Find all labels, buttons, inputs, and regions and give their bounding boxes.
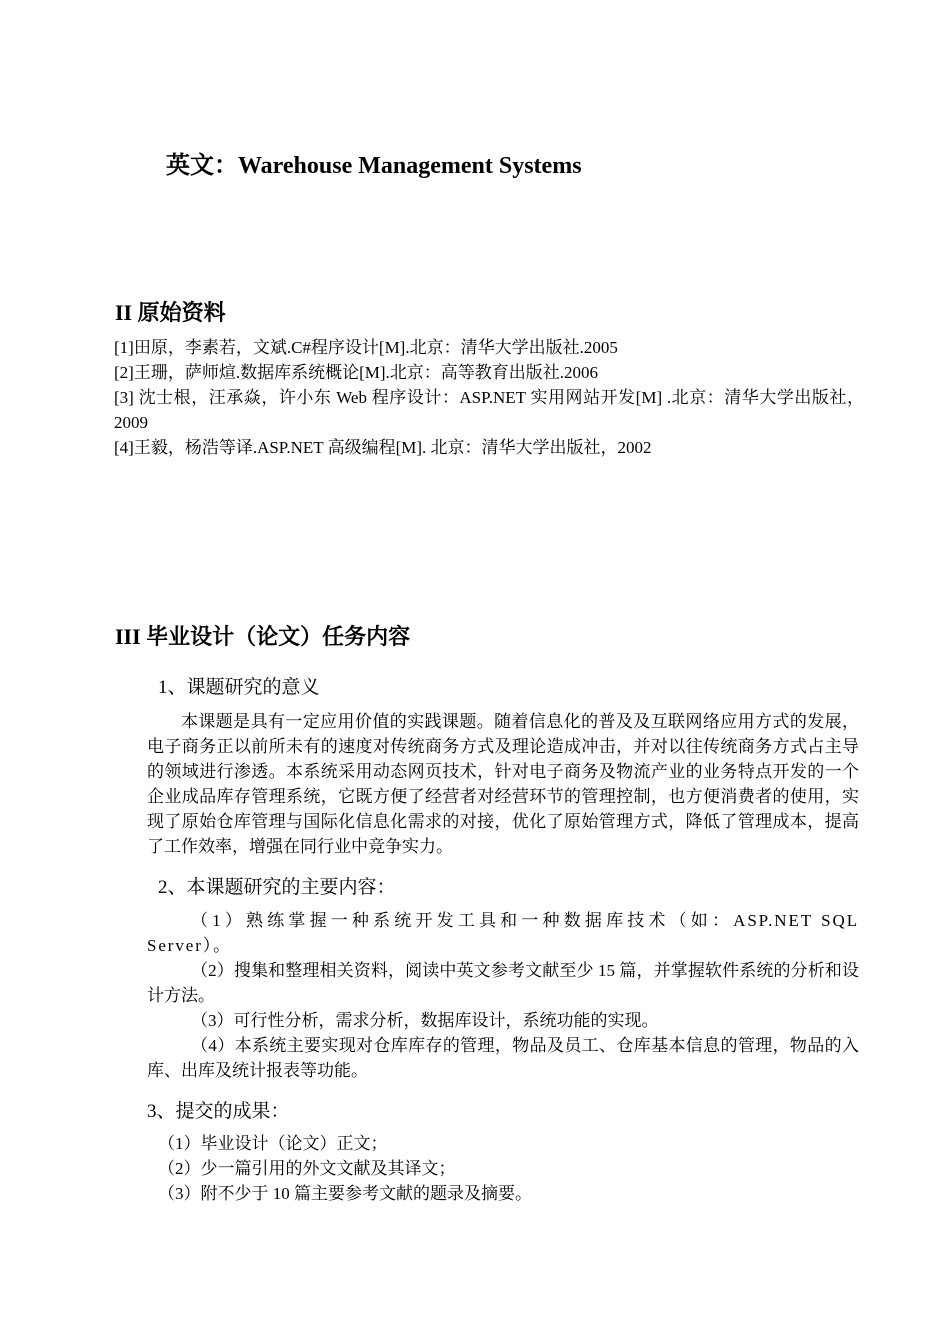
content-item: （1）熟练掌握一种系统开发工具和一种数据库技术（如：ASP.NET SQL Server）。 <box>147 911 859 955</box>
content-item: （2）搜集和整理相关资料，阅读中英文参考文献至少 15 篇，并掌握软件系统的分析和设计方法。 <box>147 961 859 1005</box>
section-heading-original-materials: II 原始资料 <box>115 300 226 325</box>
content-item: （4）本系统主要实现对仓库库存的管理，物品及员工、仓库基本信息的管理，物品的入库、出库及统计报表等功能。 <box>147 1036 859 1080</box>
content-item: （3）可行性分析，需求分析，数据库设计，系统功能的实现。 <box>191 1011 659 1030</box>
reference-item: [3] 沈士根，汪承焱，许小东 Web 程序设计：ASP.NET 实用网站开发[M] .北京：清华大学出版社，2009 <box>114 388 864 432</box>
subheading-significance: 1、课题研究的意义 <box>158 677 320 698</box>
section-heading-task-content: III 毕业设计（论文）任务内容 <box>115 624 411 649</box>
reference-item: [2]王珊，萨师煊.数据库系统概论[M].北京：高等教育出版社.2006 <box>114 363 599 382</box>
subheading-deliverables: 3、提交的成果： <box>147 1101 290 1122</box>
reference-item: [1]田原，李素若，文斌.C#程序设计[M].北京：清华大学出版社.2005 <box>114 338 618 357</box>
deliverable-item: （1）毕业设计（论文）正文； <box>158 1134 388 1153</box>
reference-item: [4]王毅，杨浩等译.ASP.NET 高级编程[M]. 北京：清华大学出版社，2002 <box>114 438 652 457</box>
deliverable-item: （3）附不少于 10 篇主要参考文献的题录及摘要。 <box>158 1184 532 1203</box>
subheading-main-content: 2、本课题研究的主要内容： <box>158 877 396 898</box>
significance-paragraph: 本课题是具有一定应用价值的实践课题。随着信息化的普及及互联网络应用方式的发展，电子商务正以前所未有的速度对传统商务方式及理论造成冲击，并对以往传统商务方式占主导的领域进行渗透。本系统采用动态网页技术，针对电子商务及物流产业的业务特点开发的一个企业成品库存管理系统，它既方便了经营者对经营环节的管理控制，也方便消费者的使用，实现了原始仓库管理与国际化信息化需求的对接，优化了原始管理方式，降低了管理成本，提高了工作效率，增强在同行业中竞争实力。 <box>147 712 859 856</box>
deliverable-item: （2）少一篇引用的外文文献及其译文； <box>158 1159 456 1178</box>
english-title: 英文：Warehouse Management Systems <box>166 153 582 179</box>
